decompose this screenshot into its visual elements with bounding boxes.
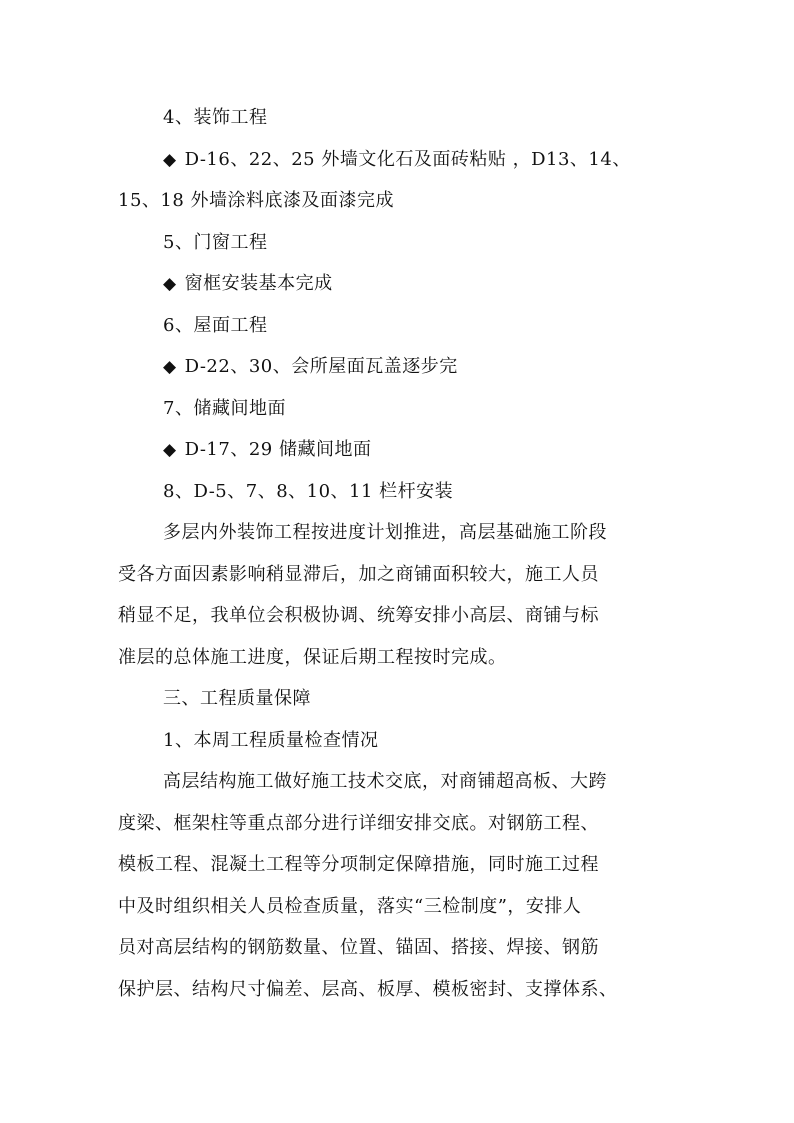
bullet-item xyxy=(163,272,333,296)
diamond-bullet-icon: ◆ xyxy=(163,274,177,294)
paragraph-line xyxy=(118,936,599,960)
heading-roof-works xyxy=(163,314,267,338)
bullet-item xyxy=(163,438,371,462)
bullet-item xyxy=(163,355,458,379)
line-text: 15、18 外墙涂料底漆及面漆完成 xyxy=(118,190,395,211)
line-text: D-22、30、会所屋面瓦盖逐步完 xyxy=(184,356,458,377)
paragraph-line xyxy=(163,770,607,794)
diamond-bullet-icon: ◆ xyxy=(163,150,177,170)
line-text: 度梁、框架柱等重点部分进行详细安排交底。对钢筋工程、 xyxy=(118,813,599,834)
line-text: 1、本周工程质量检查情况 xyxy=(163,730,379,751)
section-heading xyxy=(163,687,311,711)
heading-decoration-works xyxy=(163,106,267,130)
line-text: 受各方面因素影响稍显滞后，加之商铺面积较大，施工人员 xyxy=(118,564,599,585)
line-text: 多层内外装饰工程按进度计划推进，高层基础施工阶段 xyxy=(163,522,607,543)
paragraph-line xyxy=(118,895,581,919)
heading-railing xyxy=(163,480,453,504)
paragraph-line xyxy=(118,812,599,836)
subsection-heading xyxy=(163,729,378,753)
paragraph-line xyxy=(118,604,599,628)
line-text: 模板工程、混凝土工程等分项制定保障措施，同时施工过程 xyxy=(118,854,599,875)
paragraph-line xyxy=(118,563,599,587)
diamond-bullet-icon: ◆ xyxy=(163,357,177,377)
line-text: 窗框安装基本完成 xyxy=(184,273,333,294)
line-text: 中及时组织相关人员检查质量，落实“三检制度”，安排人 xyxy=(118,896,582,917)
bullet-item xyxy=(163,148,631,172)
paragraph-line xyxy=(163,521,607,545)
paragraph-line xyxy=(118,978,618,1002)
diamond-bullet-icon: ◆ xyxy=(163,440,177,460)
line-text: D-16、22、25 外墙文化石及面砖粘贴 ，D13、14、 xyxy=(184,149,631,170)
line-text: 员对高层结构的钢筋数量、位置、锚固、搭接、焊接、钢筋 xyxy=(118,937,599,958)
paragraph-line xyxy=(118,189,394,213)
line-text: 准层的总体施工进度，保证后期工程按时完成。 xyxy=(118,647,507,668)
line-text: 三、工程质量保障 xyxy=(163,688,311,709)
line-text: 高层结构施工做好施工技术交底，对商铺超高板、大跨 xyxy=(163,771,607,792)
line-text: D-17、29 储藏间地面 xyxy=(184,439,372,460)
line-text: 5、门窗工程 xyxy=(163,232,268,253)
line-text: 7、储藏间地面 xyxy=(163,398,286,419)
paragraph-line xyxy=(118,646,507,670)
line-text: 稍显不足，我单位会积极协调、统筹安排小高层、商铺与标 xyxy=(118,605,599,626)
heading-doors-windows xyxy=(163,231,267,255)
line-text: 6、屋面工程 xyxy=(163,315,268,336)
heading-storage-floor xyxy=(163,397,286,421)
line-text: 8、D-5、7、8、10、11 栏杆安装 xyxy=(163,481,454,502)
line-text: 保护层、结构尺寸偏差、层高、板厚、模板密封、支撑体系、 xyxy=(118,979,618,1000)
paragraph-line xyxy=(118,853,599,877)
line-text: 4、装饰工程 xyxy=(163,107,268,128)
